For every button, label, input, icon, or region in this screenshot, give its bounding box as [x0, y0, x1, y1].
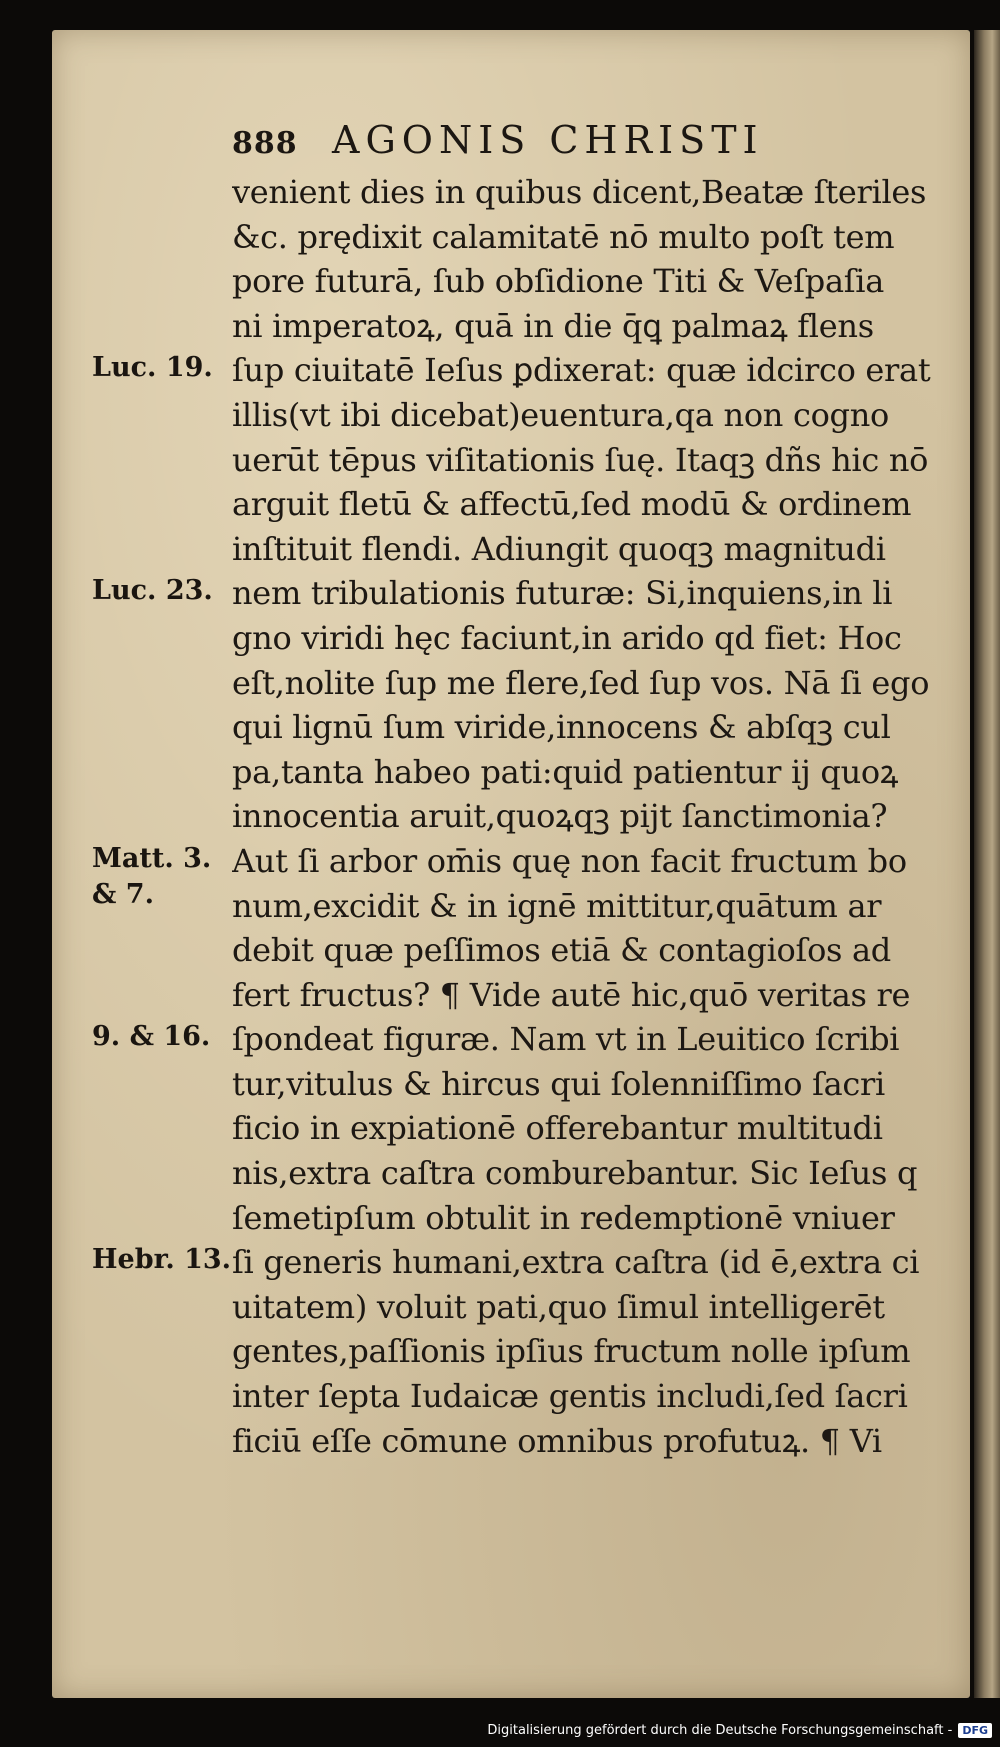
- margin-reference: Hebr. 13.: [92, 1244, 232, 1276]
- text-line: gentes,paſſionis ipſius fructum nolle ipſum: [232, 1332, 911, 1371]
- text-line: illis(vt ibi dicebat)euentura,qa non cogno: [232, 395, 890, 434]
- body-text: [232, 170, 932, 1463]
- text-line: ſemetipſum obtulit in redemptionē vniuer: [232, 1198, 895, 1237]
- text-line: debit quæ peſſimos etiā & contagioſos ad: [232, 931, 891, 970]
- text-line: inſtituit flendi. Adiungit quoqꝫ magnitudi: [232, 529, 886, 568]
- text-line: inter ſepta Iudaicæ gentis includi,ſed ſacri: [232, 1377, 908, 1416]
- margin-reference: Matt. 3. & 7.: [92, 843, 212, 910]
- text-line: uitatem) voluit pati,quo ſimul intelligerēt: [232, 1287, 885, 1326]
- text-line: ſpondeat figuræ. Nam vt in Leuitico ſcribi: [232, 1020, 900, 1059]
- text-line: gno viridi hęc faciunt,in arido qd fiet: Hoc: [232, 618, 902, 657]
- margin-reference: Luc. 19.: [92, 352, 213, 384]
- text-line: ſup ciuitatē Ieſus ꝑdixerat: quæ idcirco erat: [232, 351, 931, 390]
- text-line: ſi generis humani,extra caſtra (id ē,extra ci: [232, 1243, 920, 1282]
- text-line: &c. prędixit calamitatē nō multo poſt tem: [232, 217, 895, 256]
- text-line: venient dies in quibus dicent,Beatæ ſteriles: [232, 173, 927, 211]
- page-edge: [974, 30, 1000, 1698]
- text-line: num,excidit & in ignē mittitur,quātum ar: [232, 886, 882, 925]
- text-line: ficiū eſſe cōmune omnibus profutuꝝ. ¶ Vi: [232, 1421, 882, 1460]
- page-number: 888: [232, 126, 298, 161]
- text-line: pore futurā, ſub obſidione Titi & Veſpaſia: [232, 262, 885, 301]
- text-line: ni imperatoꝝ, quā in die q̄ꝗ palmaꝝ flens: [232, 306, 874, 345]
- text-line: innocentia aruit,quoꝝqꝫ pijt ſanctimonia?: [232, 797, 888, 836]
- text-line: uerūt tēpus viſitationis ſuę. Itaqꝫ dñs hic nō: [232, 440, 929, 479]
- text-line: tur,vitulus & hircus qui ſolenniſſimo ſacri: [232, 1064, 885, 1103]
- footer-credit: Digitalisierung gefördert durch die Deutsche Forschungsgemeinschaft -: [487, 1722, 953, 1738]
- dfg-logo-icon: DFG: [958, 1723, 992, 1738]
- text-line: eſt,nolite ſup me flere,ſed ſup vos. Nā ſi ego: [232, 663, 930, 702]
- margin-reference: 9. & 16.: [92, 1021, 211, 1053]
- margin-reference: Luc. 23.: [92, 575, 213, 607]
- text-line: fert fructus? ¶ Vide autē hic,quō veritas re: [232, 975, 911, 1014]
- text-line: Aut ſi arbor om̄is quę non facit fructum bo: [232, 841, 907, 880]
- text-line: nem tribulationis futuræ: Si,inquiens,in li: [232, 574, 893, 613]
- digitization-footer: [487, 1719, 992, 1741]
- text-line: arguit fletū & affectū,ſed modū & ordinem: [232, 485, 912, 524]
- text-line: qui lignū ſum viride,innocens & abſqꝫ cul: [232, 708, 891, 747]
- page-header: [232, 118, 852, 168]
- running-title: AGONIS CHRISTI: [332, 118, 764, 162]
- text-line: ficio in expiationē offerebantur multitudi: [232, 1109, 883, 1148]
- text-line: nis,extra caſtra comburebantur. Sic Ieſus q: [232, 1154, 918, 1193]
- text-line: pa,tanta habeo pati:quid patientur ij quoꝝ: [232, 752, 899, 791]
